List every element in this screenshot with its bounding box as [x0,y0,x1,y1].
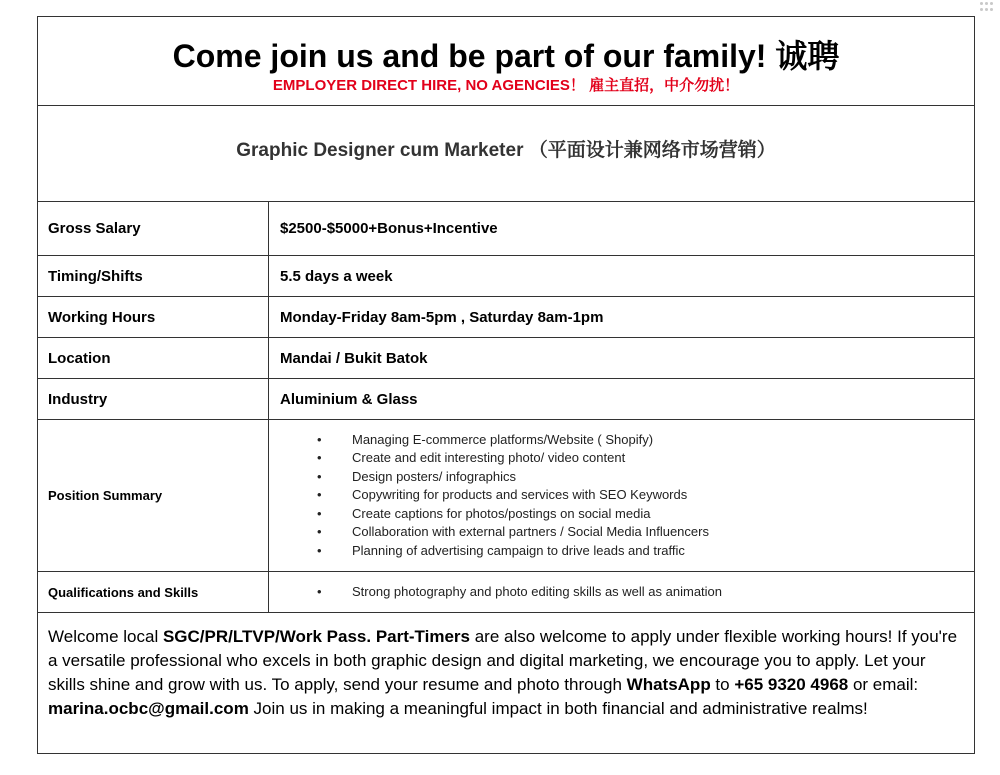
detail-label: Working Hours [38,297,269,337]
detail-label: Industry [38,379,269,419]
list-item: • Collaboration with external partners / Social Media Influencers [280,523,709,542]
whatsapp-label: WhatsApp [626,675,711,694]
header-section [38,17,974,106]
qualifications-list-container [270,572,974,612]
detail-label: Timing/Shifts [38,256,269,296]
list-item: • Planning of advertising campaign to drive leads and traffic [280,542,709,561]
detail-row-location [38,338,974,379]
detail-value: 5.5 days a week [280,267,393,285]
phone-number: +65 9320 4968 [734,675,849,694]
position-summary-list [280,431,709,561]
detail-label: Position Summary [38,420,269,571]
detail-value: Monday-Friday 8am-5pm , Saturday 8am-1pm [280,308,604,326]
footer-text: are also welcome to apply under flexible working hours! If you're a versatile professional who excels in both graphic design and digital marketing, we encourage you to apply. Let your skills shine and grow with us. To apply, send your resume and photo through [48,627,958,694]
detail-row-industry [38,379,974,420]
list-item: • Design posters/ infographics [280,468,709,487]
list-item: • Create and edit interesting photo/ video content [280,449,709,468]
detail-value: Aluminium & Glass [280,390,418,408]
footer-text: Join us in making a meaningful impact in both financial and administrative realms! [248,699,868,718]
list-item: • Managing E-commerce platforms/Website ( Shopify) [280,431,709,450]
detail-label: Qualifications and Skills [38,572,269,612]
detail-row-timing [38,256,974,297]
detail-row-qualifications [38,572,974,613]
eligible-pass-types: SGC/PR/LTVP/Work Pass. Part-Timers [162,627,470,646]
detail-label: Location [38,338,269,378]
job-posting-document [37,16,975,754]
qualifications-list [280,583,722,602]
job-title-section [38,106,974,202]
position-summary-list-container [270,420,974,571]
detail-row-position-summary [38,420,974,572]
no-agencies-notice: EMPLOYER DIRECT HIRE, NO AGENCIES！ 雇主直招，中介勿扰！ [272,77,740,94]
footer-text: to [710,675,735,694]
detail-row-salary [38,202,974,256]
detail-value: $2500-$5000+Bonus+Incentive [280,220,498,237]
drag-handle-icon[interactable] [980,2,994,12]
detail-label: Gross Salary [38,202,269,255]
list-item: • Copywriting for products and services with SEO Keywords [280,486,709,505]
list-item: • Strong photography and photo editing skills as well as animation [280,583,722,602]
application-info [38,613,974,753]
detail-value: Mandai / Bukit Batok [280,349,428,367]
contact-email: marina.ocbc@gmail.com [48,699,249,718]
job-title: Graphic Designer cum Marketer （平面设计兼网络市场营销） [236,140,776,161]
page-title: Come join us and be part of our family! 诚聘 [172,38,840,74]
detail-row-working-hours [38,297,974,338]
footer-text: Welcome local [48,627,163,646]
footer-text: or email: [848,675,919,694]
list-item: • Create captions for photos/postings on social media [280,505,709,524]
